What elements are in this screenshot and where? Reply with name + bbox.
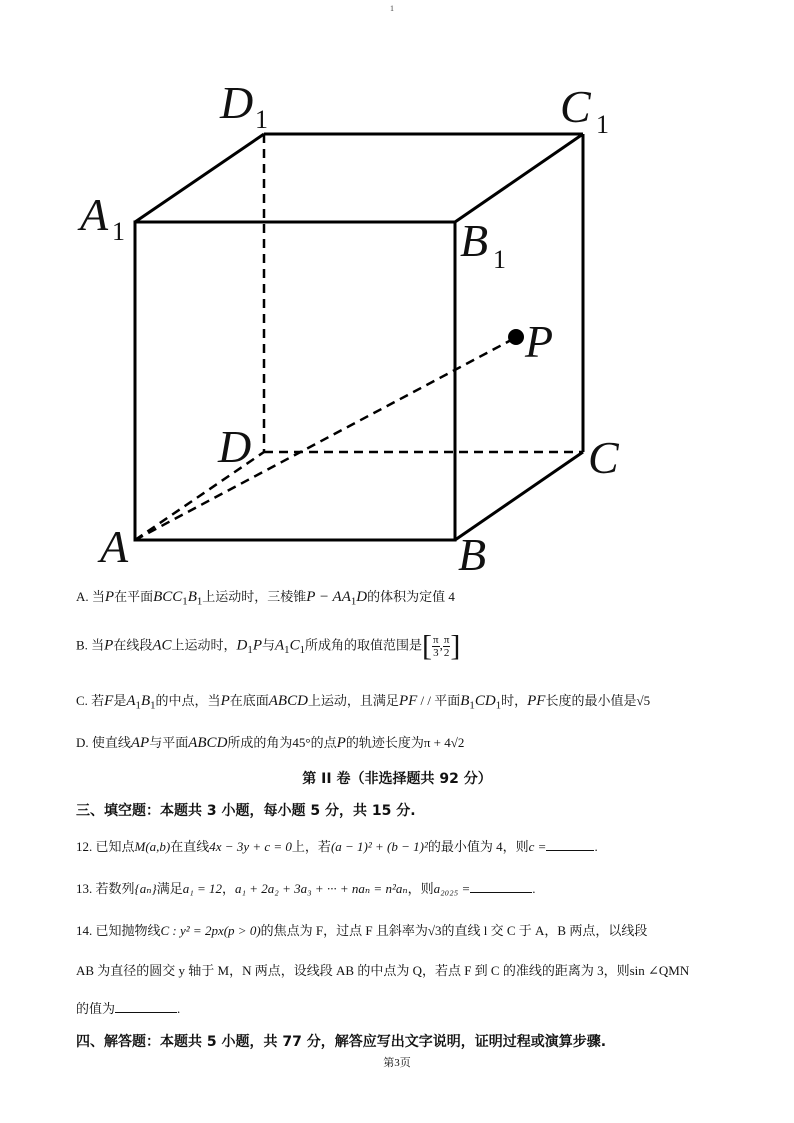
answer-blank-12[interactable] [546,838,594,851]
edge-a1-d1 [135,134,264,222]
section-3-heading: 三、填空题：本题共 3 小题，每小题 5 分，共 15 分. [76,803,416,819]
label-b: B [458,529,487,580]
fraction-pi-3: $\frac{\pi}{3}$ [433,634,439,659]
label-d1: D [220,77,254,128]
question-12: 12. 已知点M(a,b)在直线4x − 3y + c = 0上，若(a − 1)² + (b − 1)²的最小值为 4，则c = . [76,839,598,854]
label-d: D [218,421,252,472]
edge-b-c [455,452,583,540]
option-b: B. 当P在线段AC上运动时，$D_1P$与$A_1C_1$所成角的取值范围是[ $\frac{\pi}{3}$ , $\frac{\pi}{2}$ ] [76,629,461,663]
label-a1: A [80,189,109,240]
point-p-dot [508,329,524,345]
section-4-heading: 四、解答题：本题共 5 小题，共 77 分，解答应写出文字说明，证明过程或演算步骤. [76,1034,607,1050]
answer-blank-14[interactable] [115,1000,177,1013]
segment-a-p [135,338,515,540]
option-d: D. 使直线AP与平面ABCD所成的角为45°的点P的轨迹长度为π + 4√2 [76,735,465,751]
answer-blank-13[interactable] [470,880,532,893]
label-b1-sub: 1 [493,245,506,274]
page-top-mark: 1 [390,4,394,13]
label-c1-sub: 1 [596,110,609,139]
label-b1: B [460,215,489,266]
question-14-line-1: 14. 已知抛物线C : y² = 2px(p > 0)的焦点为 F，过点 F 且斜率为√3的直线 l 交 C 于 A，B 两点，以线段 [76,923,648,938]
edge-b1-c1 [455,134,583,222]
question-14-line-2: AB 为直径的圆交 y 轴于 M，N 两点，设线段 AB 的中点为 Q，若点 F 到 C 的准线的距离为 3，则sin ∠QMN [76,963,690,978]
option-a: A. 当P在平面$BCC_1B_1$上运动时，三棱锥$P - AA_1D$的体积为定值 4 [76,589,455,608]
question-13: 13. 若数列{aₙ}满足a₁ = 12，a₁ + 2a₂ + 3a₃ + ··· + naₙ = n²aₙ，则a₂₀₂₅ = . [76,881,536,896]
front-face [135,222,455,540]
bracket-left: [ [422,629,433,663]
question-14-line-3: 的值为 . [76,1001,181,1016]
label-c: C [588,432,619,483]
label-c1: C [560,81,591,132]
label-p: P [525,316,554,367]
label-d1-sub: 1 [255,105,268,134]
fraction-pi-2: $\frac{\pi}{2}$ [443,634,450,659]
page-footer: 第3页 [383,1057,411,1069]
bracket-right: ] [450,629,461,663]
section-2-title: 第 II 卷（非选择题共 92 分） [302,771,492,787]
option-c: C. 若F是$A_1B_1$的中点，当P在底面ABCD上运动，且满足PF / / 平面$B_1CD_1$时，PF长度的最小值是√5 [76,693,651,712]
label-a1-sub: 1 [112,217,125,246]
label-a: A [100,521,129,572]
